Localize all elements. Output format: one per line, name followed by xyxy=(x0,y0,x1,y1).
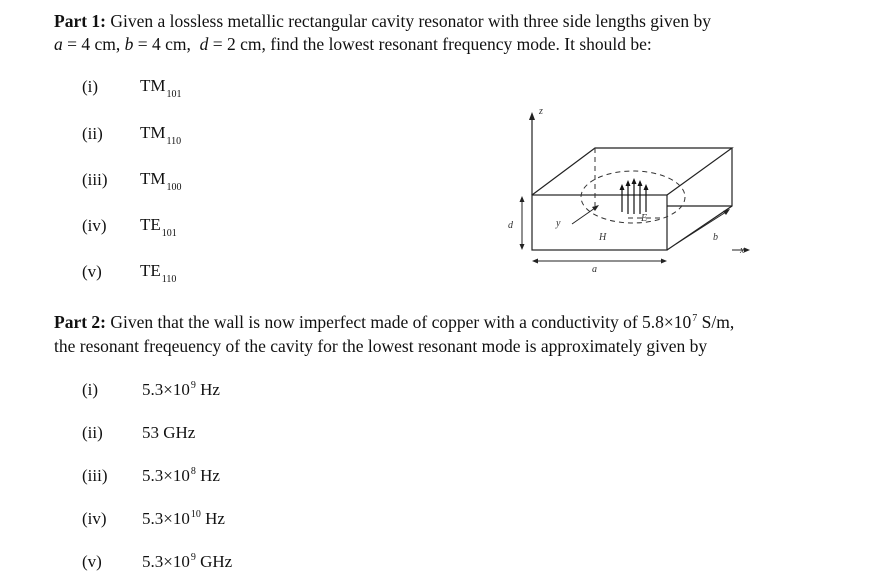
var-d: d xyxy=(199,34,209,54)
cavity-right-face xyxy=(667,148,732,250)
p1-option-1-value: $TM_{101}$ xyxy=(140,76,182,100)
var-b: b xyxy=(124,34,134,54)
p2-option-2-num: (ii) xyxy=(82,423,103,442)
part1-line2 xyxy=(54,33,652,55)
p2-option-2-value: 53 GHz xyxy=(142,423,196,442)
p1-option-4-value: $TE_{101}$ xyxy=(140,215,177,239)
part1-heading: Part 1: xyxy=(54,11,106,31)
cavity-top-face xyxy=(532,148,732,195)
p2-option-1-num: (i) xyxy=(82,380,99,399)
label-x: x xyxy=(740,245,745,256)
label-h: H xyxy=(599,232,607,243)
part2-question-text: Given that the wall is now imperfect made of copper with a conductivity of 5.8×10 xyxy=(106,312,692,332)
label-y: y xyxy=(556,218,561,229)
z-axis-arrow-icon xyxy=(529,112,535,120)
val-a: = 4 cm, xyxy=(62,34,121,54)
b-dimension-arrow xyxy=(676,209,730,244)
p1-option-1-num: (i) xyxy=(82,77,99,96)
d-dimension-arrow xyxy=(520,196,525,250)
part2-question-rest: the resonant freqeuency of the cavity for the lowest resonant mode is approximately given by xyxy=(54,336,708,356)
p2-option-3-num: (iii) xyxy=(82,466,108,485)
e-field-arrows xyxy=(622,182,646,214)
p1-option-2-num: (ii) xyxy=(82,124,103,143)
p1-option-2-value: $TM_{110}$ xyxy=(140,123,182,147)
p2-option-4-num: (iv) xyxy=(82,509,107,528)
p1-option-5-num: (v) xyxy=(82,262,102,281)
var-a: a xyxy=(54,34,63,54)
part2-line2 xyxy=(54,335,707,357)
p2-option-5-num: (v) xyxy=(82,552,102,571)
part1-line1 xyxy=(54,10,711,32)
p1-option-3-num: (iii) xyxy=(82,170,108,189)
conductivity-unit: S/m, xyxy=(697,312,735,332)
part1-question-text: Given a lossless metallic rectangular cavity resonator with three side lengths given by xyxy=(106,11,712,31)
p2-option-5-value: $5.3\times 10^9$ GHz xyxy=(142,552,233,571)
part1-question-rest: , find the lowest resonant frequency mode. It should be: xyxy=(261,34,652,54)
p2-option-3-value: $5.3\times 10^8$ Hz xyxy=(142,466,220,485)
label-e: E xyxy=(641,213,648,224)
conductivity-exponent: 7 xyxy=(692,313,698,324)
p1-option-4-num: (iv) xyxy=(82,216,107,235)
label-b: b xyxy=(713,232,718,243)
val-b: = 4 cm, xyxy=(133,34,191,54)
p2-option-4-value: $5.3\times 10^{10}$ Hz xyxy=(142,509,225,528)
label-z: z xyxy=(539,106,543,117)
label-a: a xyxy=(592,264,597,275)
p2-option-1-value: $5.3\times 10^9$ Hz xyxy=(142,380,220,399)
part2-heading: Part 2: xyxy=(54,312,106,332)
part2-line1 xyxy=(54,311,734,337)
p1-option-5-value: $TE_{110}$ xyxy=(140,261,177,285)
h-field-loop xyxy=(581,171,685,223)
label-d: d xyxy=(508,220,513,231)
p1-option-3-value: $TM_{100}$ xyxy=(140,169,182,193)
cavity-figure xyxy=(500,100,760,280)
val-d: = 2 cm xyxy=(208,34,262,54)
a-dimension-arrow xyxy=(532,259,667,264)
